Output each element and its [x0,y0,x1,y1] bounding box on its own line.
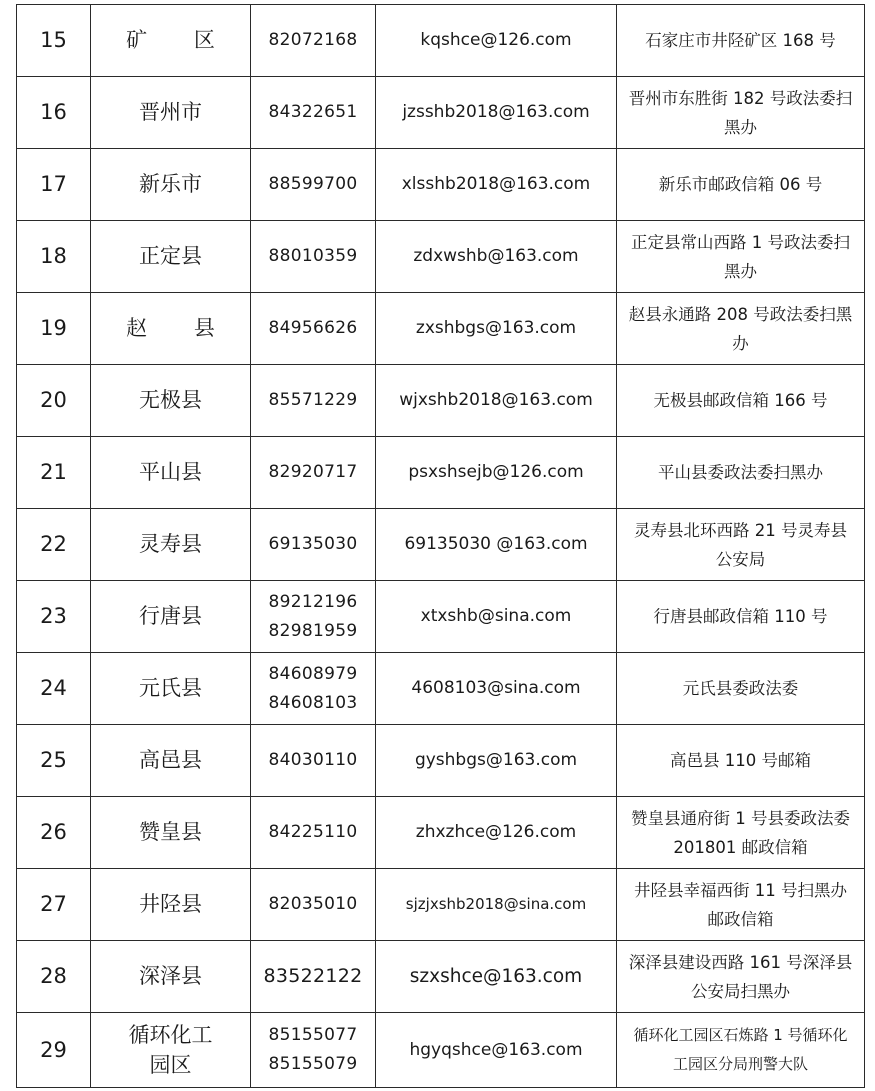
phone-number: 85571229 [251,365,376,437]
table-row [17,77,865,149]
email-address: wjxshb2018@163.com [376,365,617,437]
table-row [17,5,865,77]
table-row [17,149,865,221]
area-name: 灵寿县 [91,509,251,581]
row-number: 22 [17,509,91,581]
phone-numbers [251,581,376,653]
email-address: zdxwshb@163.com [376,221,617,293]
phone-number: 82920717 [251,437,376,509]
phone-number: 85155077 [268,1025,358,1045]
phone-number: 83522122 [251,941,376,1013]
postal-address: 行唐县邮政信箱 110 号 [617,581,865,653]
phone-numbers [251,1013,376,1088]
area-name: 赵 县 [91,293,251,365]
postal-address: 正定县常山西路 1 号政法委扫黑办 [617,221,865,293]
email-address: hgyqshce@163.com [376,1013,617,1088]
row-number: 15 [17,5,91,77]
table-row [17,1013,865,1088]
area-name-line: 循环化工 [128,1023,213,1047]
row-number: 23 [17,581,91,653]
row-number: 19 [17,293,91,365]
phone-number: 84225110 [251,797,376,869]
row-number: 16 [17,77,91,149]
table-row [17,725,865,797]
phone-number: 82072168 [251,5,376,77]
table-row [17,293,865,365]
email-address: jzsshb2018@163.com [376,77,617,149]
postal-address: 井陉县幸福西街 11 号扫黑办邮政信箱 [617,869,865,941]
postal-address: 新乐市邮政信箱 06 号 [617,149,865,221]
area-name: 深泽县 [91,941,251,1013]
area-name: 新乐市 [91,149,251,221]
table-row [17,365,865,437]
row-number: 20 [17,365,91,437]
phone-number: 82981959 [268,620,358,641]
contact-table [16,4,865,1088]
phone-numbers [251,653,376,725]
row-number: 26 [17,797,91,869]
area-name: 正定县 [91,221,251,293]
table-row [17,653,865,725]
phone-number: 84030110 [251,725,376,797]
postal-address: 石家庄市井陉矿区 168 号 [617,5,865,77]
phone-number: 82035010 [251,869,376,941]
area-name: 无极县 [91,365,251,437]
table-row [17,509,865,581]
email-address: xtxshb@sina.com [376,581,617,653]
email-address: xlsshb2018@163.com [376,149,617,221]
table-row [17,437,865,509]
area-name-line: 园区 [149,1053,192,1077]
phone-number: 84322651 [251,77,376,149]
email-address: zhxzhce@126.com [376,797,617,869]
postal-address: 晋州市东胜街 182 号政法委扫黑办 [617,77,865,149]
phone-number: 88010359 [251,221,376,293]
phone-number: 85155079 [268,1054,358,1074]
row-number: 28 [17,941,91,1013]
phone-number: 84608103 [268,692,358,713]
email-address: 4608103@sina.com [376,653,617,725]
postal-address: 灵寿县北环西路 21 号灵寿县公安局 [617,509,865,581]
phone-number: 84608979 [268,663,358,684]
email-address: psxshsejb@126.com [376,437,617,509]
email-address: 69135030 @163.com [376,509,617,581]
row-number: 17 [17,149,91,221]
postal-address: 深泽县建设西路 161 号深泽县公安局扫黑办 [617,941,865,1013]
area-name [91,1013,251,1088]
phone-number: 89212196 [268,591,358,612]
postal-address: 高邑县 110 号邮箱 [617,725,865,797]
phone-number: 84956626 [251,293,376,365]
postal-address: 无极县邮政信箱 166 号 [617,365,865,437]
area-name: 行唐县 [91,581,251,653]
area-name: 平山县 [91,437,251,509]
area-name: 赞皇县 [91,797,251,869]
table-row [17,221,865,293]
table-row [17,581,865,653]
area-name: 矿 区 [91,5,251,77]
email-address: gyshbgs@163.com [376,725,617,797]
row-number: 27 [17,869,91,941]
postal-address: 赞皇县通府街 1 号县委政法委 201801 邮政信箱 [617,797,865,869]
postal-address: 赵县永通路 208 号政法委扫黑办 [617,293,865,365]
row-number: 29 [17,1013,91,1088]
postal-address: 平山县委政法委扫黑办 [617,437,865,509]
row-number: 25 [17,725,91,797]
phone-number: 88599700 [251,149,376,221]
row-number: 21 [17,437,91,509]
postal-address: 循环化工园区石炼路 1 号循环化工园区分局刑警大队 [617,1013,865,1088]
table-row [17,797,865,869]
email-address: szxshce@163.com [376,941,617,1013]
table-row [17,869,865,941]
phone-number: 69135030 [251,509,376,581]
email-address: sjzjxshb2018@sina.com [376,869,617,941]
table-row [17,941,865,1013]
row-number: 18 [17,221,91,293]
area-name: 井陉县 [91,869,251,941]
row-number: 24 [17,653,91,725]
area-name: 晋州市 [91,77,251,149]
area-name: 元氏县 [91,653,251,725]
area-name: 高邑县 [91,725,251,797]
email-address: zxshbgs@163.com [376,293,617,365]
email-address: kqshce@126.com [376,5,617,77]
postal-address: 元氏县委政法委 [617,653,865,725]
